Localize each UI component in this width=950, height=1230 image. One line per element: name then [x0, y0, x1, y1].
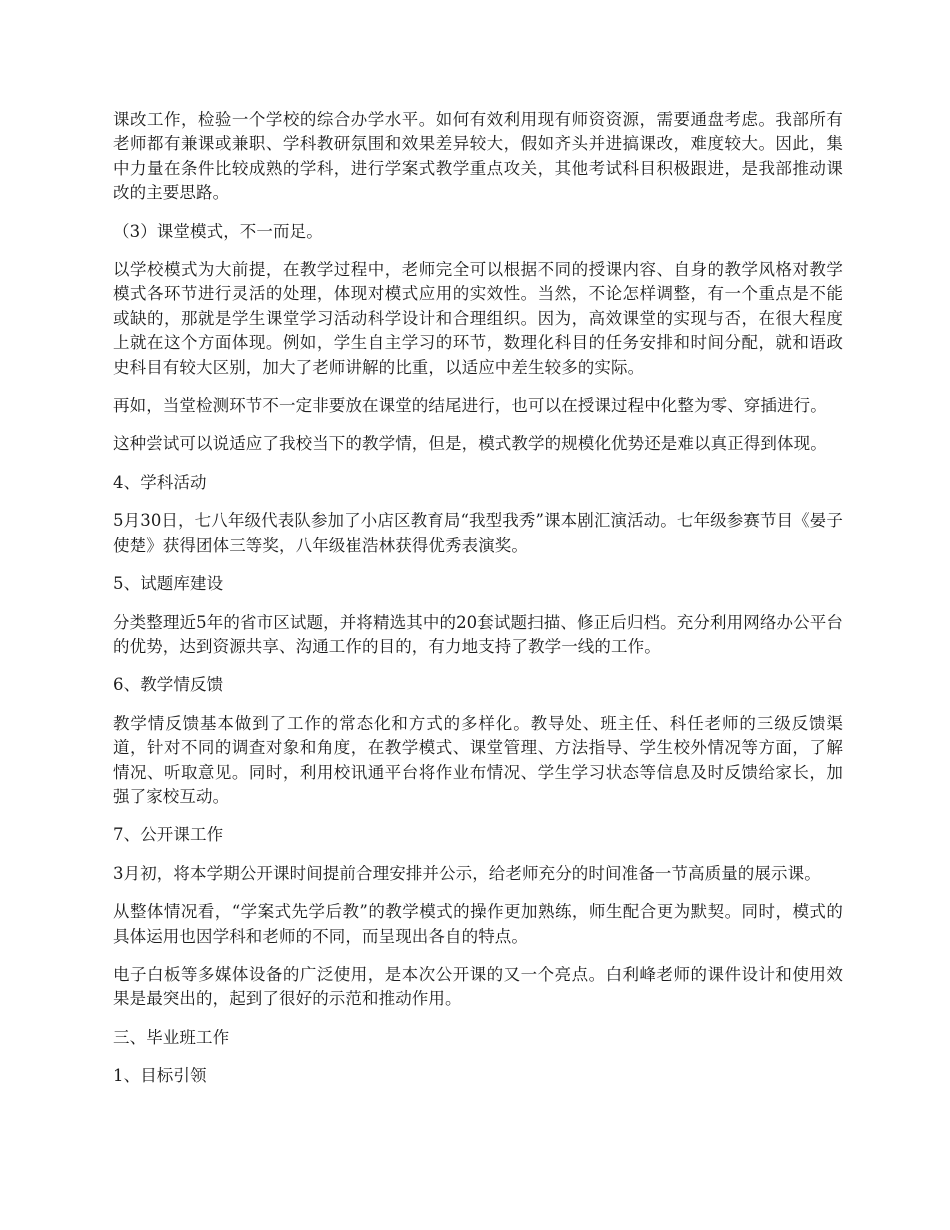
paragraph-in-class-test: 再如，当堂检测环节不一定非要放在课堂的结尾进行，也可以在授课过程中化整为零、穿插进行。 [113, 396, 827, 416]
paragraph-attempt-result: 这种尝试可以说适应了我校当下的教学情，但是，模式教学的规模化优势还是难以真正得到体现。 [113, 434, 827, 454]
paragraph-school-mode: 以学校模式为大前提，在教学过程中，老师完全可以根据不同的授课内容、自身的教学风格对教学模式各环节进行灵活的处理，体现对模式应用的实效性。当然，不论怎样调整，有一个重点是不能或缺的，那就是学生课堂学习活动科学设计和合理组织。因为，高效课堂的实现与否，在很大程度上就在这个方面体现。例如，学生自主学习的环节，数理化科目的任务安排和时间分配，就和语政史科目有较大区别，加大了老师讲解的比重，以适应中差生较多的实际。 [113, 260, 843, 377]
paragraph-multimedia: 电子白板等多媒体设备的广泛使用，是本次公开课的又一个亮点。白利峰老师的课件设计和使用效果是最突出的，起到了很好的示范和推动作用。 [113, 964, 843, 1009]
heading-question-bank: 5、试题库建设 [113, 574, 224, 594]
paragraph-drama-event: 5月30日，七八年级代表队参加了小店区教育局“我型我秀”课本剧汇演活动。七年级参赛节目《晏子使楚》获得团体三等奖，八年级崔浩林获得优秀表演奖。 [113, 511, 843, 555]
heading-feedback: 6、教学情反馈 [113, 675, 224, 695]
paragraph-overall-situation: 从整体情况看，“学案式先学后教”的教学模式的操作更加熟练，师生配合更为默契。同时，模式的具体运用也因学科和老师的不同，而呈现出各自的特点。 [113, 902, 843, 946]
heading-subject-activities: 4、学科活动 [113, 472, 207, 492]
heading-classroom-mode: （3）课堂模式，不一而足。 [113, 221, 323, 241]
document-body [113, 108, 843, 1103]
paragraph-open-class-schedule: 3月初，将本学期公开课时间提前合理安排并公示，给老师充分的时间准备一节高质量的展示课。 [113, 863, 821, 883]
heading-graduating-class: 三、毕业班工作 [113, 1027, 230, 1047]
paragraph-feedback: 教学情反馈基本做到了工作的常态化和方式的多样化。教导处、班主任、科任老师的三级反馈渠道，针对不同的调查对象和角度，在教学模式、课堂管理、方法指导、学生校外情况等方面，了解情况、听取意见。同时，利用校讯通平台将作业布情况、学生学习状态等信息及时反馈给家长，加强了家校互动。 [113, 713, 843, 806]
heading-open-class: 7、公开课工作 [113, 825, 224, 845]
heading-goal-guidance: 1、目标引领 [113, 1066, 207, 1086]
paragraph-curriculum-reform: 课改工作，检验一个学校的综合办学水平。如何有效利用现有师资资源，需要通盘考虑。我部所有老师都有兼课或兼职、学科教研氛围和效果差异较大，假如齐头并进搞课改，难度较大。因此，集中力量在条件比较成熟的学科，进行学案式教学重点攻关，其他考试科目积极跟进，是我部推动课改的主要思路。 [113, 110, 843, 203]
paragraph-question-bank: 分类整理近5年的省市区试题，并将精选其中的20套试题扫描、修正后归档。充分利用网络办公平台的优势，达到资源共享、沟通工作的目的，有力地支持了教学一线的工作。 [113, 612, 843, 656]
